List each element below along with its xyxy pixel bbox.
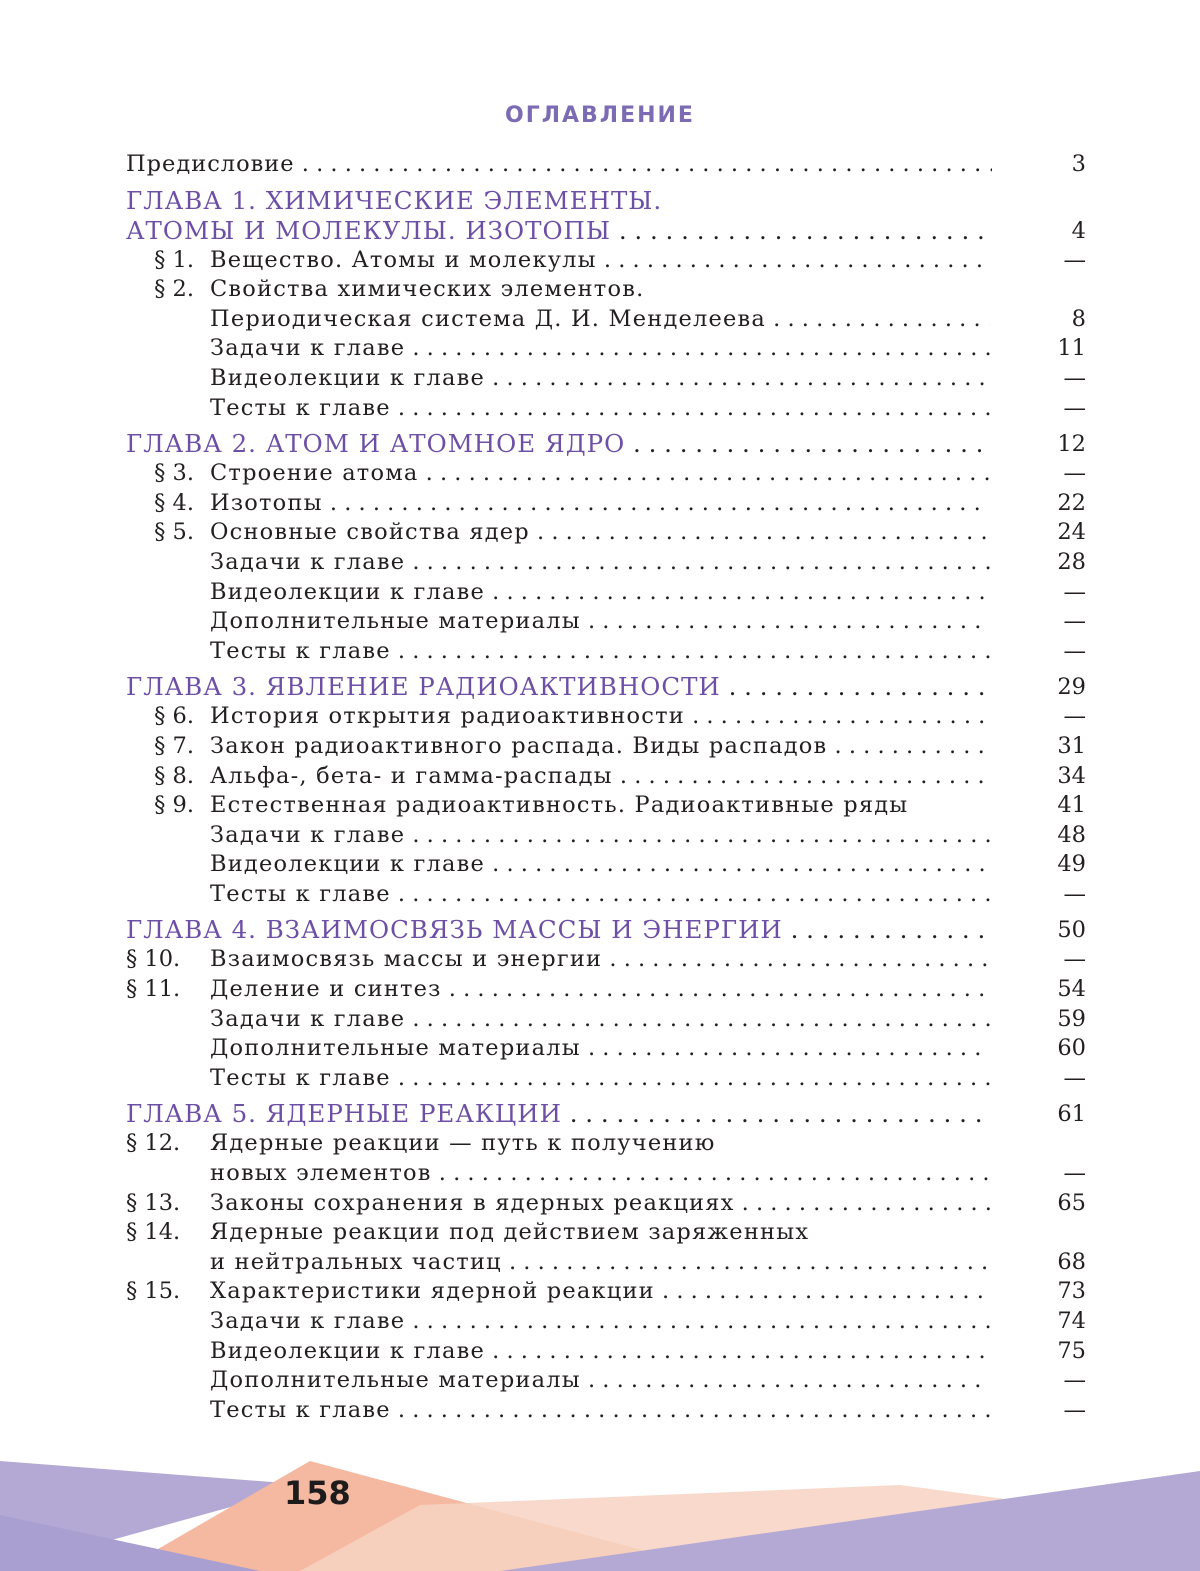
toc-entry-ch3-video[interactable] (0, 850, 1200, 880)
chapter-title: ГЛАВА 2. АТОМ И АТОМНОЕ ЯДРО . . . (126, 429, 992, 459)
toc-entry-s13[interactable] (0, 1189, 1200, 1219)
toc-entry-s6[interactable] (0, 702, 1200, 732)
toc-entry-ch3-tasks[interactable] (0, 821, 1200, 851)
entry-page: 11 (1057, 335, 1086, 362)
entry-title: Законы сохранения в ядерных реакциях . . . (210, 1189, 990, 1219)
entry-page: — (1063, 946, 1086, 973)
entry-page: 54 (1057, 976, 1086, 1003)
toc-entry-s7[interactable] (0, 732, 1200, 762)
toc-entry-s8[interactable] (0, 762, 1200, 792)
entry-page: — (1063, 578, 1086, 605)
entry-title: и нейтральных частиц . . . (210, 1248, 990, 1278)
entry-page: 49 (1057, 851, 1086, 878)
toc-entry-s5[interactable] (0, 518, 1200, 548)
entry-title: Предисловие . . . (126, 150, 992, 180)
toc-entry-ch5-tests[interactable] (0, 1396, 1200, 1426)
entry-title: Задачи к главе . . . (210, 1005, 990, 1035)
entry-title: Видеолекции к главе . . . (210, 364, 990, 394)
entry-page: 48 (1057, 821, 1086, 848)
entry-page: 74 (1057, 1308, 1086, 1334)
chapter-title: ГЛАВА 4. ВЗАИМОСВЯЗЬ МАССЫ И ЭНЕРГИИ . . . (126, 915, 992, 945)
section-number: § 2. (154, 276, 194, 303)
section-number: § 15. (126, 1278, 181, 1305)
entry-page: 60 (1057, 1035, 1086, 1062)
entry-title: Тесты к главе . . . (210, 394, 990, 424)
toc-chapter-5[interactable] (0, 1099, 1200, 1129)
entry-page: 73 (1057, 1278, 1086, 1305)
entry-title: Задачи к главе . . . (210, 821, 990, 851)
entry-page: 31 (1057, 732, 1086, 759)
entry-page: 41 (1057, 792, 1086, 819)
toc-entry-preface[interactable] (0, 150, 1200, 180)
section-number: § 11. (126, 976, 181, 1003)
chapter-title: ГЛАВА 1. ХИМИЧЕСКИЕ ЭЛЕМЕНТЫ. (126, 185, 663, 215)
toc-chapter-2[interactable] (0, 429, 1200, 459)
entry-title: Характеристики ядерной реакции . . . (210, 1277, 990, 1307)
toc-entry-s10[interactable] (0, 945, 1200, 975)
toc-entry-ch4-extra[interactable] (0, 1034, 1200, 1064)
section-number: § 7. (154, 732, 194, 759)
entry-page: 28 (1057, 548, 1086, 575)
toc-entry-ch4-tasks[interactable] (0, 1005, 1200, 1035)
entry-page: 59 (1057, 1005, 1086, 1032)
page-title: ОГЛАВЛЕНИЕ (505, 103, 695, 128)
section-number: § 12. (126, 1130, 181, 1157)
entry-page: — (1063, 1064, 1086, 1091)
toc-entry-s1[interactable] (0, 246, 1200, 276)
toc-chapter-1-cont[interactable] (0, 216, 1200, 246)
entry-title: Задачи к главе . . . (210, 548, 990, 578)
toc-chapter-3[interactable] (0, 672, 1200, 702)
entry-page: — (1063, 1160, 1086, 1187)
entry-title: Альфа-, бета- и гамма-распады . . . (210, 762, 990, 792)
toc-entry-s12-cont[interactable] (0, 1159, 1200, 1189)
table-of-contents (0, 150, 1200, 1425)
chapter-title: АТОМЫ И МОЛЕКУЛЫ. ИЗОТОПЫ . . . (126, 216, 992, 246)
page-number: 158 (284, 1474, 351, 1512)
section-number: § 8. (154, 762, 194, 789)
entry-page: 75 (1057, 1337, 1086, 1364)
toc-chapter-4[interactable] (0, 915, 1200, 945)
entry-title: Ядерные реакции под действием заряженных (210, 1219, 810, 1246)
entry-title: Задачи к главе . . . (210, 1307, 990, 1337)
entry-page: — (1063, 637, 1086, 664)
toc-entry-ch2-tests[interactable] (0, 637, 1200, 667)
entry-title: Тесты к главе . . . (210, 880, 990, 910)
entry-title: Тесты к главе . . . (210, 1064, 990, 1094)
toc-chapter-1[interactable] (0, 186, 1200, 216)
entry-title: Ядерные реакции — путь к получению (210, 1130, 716, 1157)
toc-entry-s12[interactable] (0, 1129, 1200, 1159)
entry-page: 34 (1057, 762, 1086, 789)
entry-page: 61 (1057, 1101, 1086, 1128)
entry-page: 3 (1071, 151, 1086, 177)
toc-entry-s2-cont[interactable] (0, 305, 1200, 335)
entry-page: 8 (1071, 305, 1086, 332)
toc-entry-ch1-tasks[interactable] (0, 334, 1200, 364)
toc-entry-ch2-video[interactable] (0, 578, 1200, 608)
section-number: § 5. (154, 519, 194, 546)
entry-page: — (1063, 1396, 1086, 1423)
entry-title: Дополнительные материалы . . . (210, 1034, 990, 1064)
chapter-title: ГЛАВА 3. ЯВЛЕНИЕ РАДИОАКТИВНОСТИ . . . (126, 672, 992, 702)
entry-page: — (1063, 880, 1086, 907)
entry-title: Видеолекции к главе . . . (210, 1337, 990, 1367)
entry-page: 24 (1057, 519, 1086, 546)
entry-title: Деление и синтез . . . (210, 975, 990, 1005)
toc-entry-s14[interactable] (0, 1218, 1200, 1248)
entry-page: 50 (1057, 917, 1086, 944)
entry-page: 29 (1057, 674, 1086, 701)
toc-entry-s3[interactable] (0, 459, 1200, 489)
toc-entry-ch4-tests[interactable] (0, 1064, 1200, 1094)
entry-page: 12 (1057, 431, 1086, 458)
entry-title: Естественная радиоактивность. Радиоактивные ряды (210, 792, 909, 819)
toc-entry-s2[interactable] (0, 275, 1200, 305)
section-number: § 9. (154, 792, 194, 819)
entry-page: — (1063, 703, 1086, 730)
section-number: § 4. (154, 489, 194, 516)
toc-entry-ch5-tasks[interactable] (0, 1307, 1200, 1337)
entry-title: Дополнительные материалы . . . (210, 607, 990, 637)
entry-title: Видеолекции к главе . . . (210, 850, 990, 880)
toc-entry-ch1-video[interactable] (0, 364, 1200, 394)
entry-title: новых элементов . . . (210, 1159, 990, 1189)
entry-title: Основные свойства ядер . . . (210, 518, 990, 548)
section-number: § 6. (154, 703, 194, 730)
entry-title: Видеолекции к главе . . . (210, 578, 990, 608)
entry-title: Строение атома . . . (210, 459, 990, 489)
entry-page: 65 (1057, 1189, 1086, 1216)
entry-page: — (1063, 364, 1086, 391)
entry-title: Тесты к главе . . . (210, 1396, 990, 1426)
entry-page: 22 (1057, 489, 1086, 516)
entry-page: 68 (1057, 1248, 1086, 1275)
decorative-footer-band (0, 1455, 1200, 1571)
entry-title: Периодическая система Д. И. Менделеева . . . (210, 305, 990, 335)
toc-entry-ch2-tasks[interactable] (0, 548, 1200, 578)
entry-title: Изотопы . . . (210, 489, 990, 519)
toc-entry-ch1-tests[interactable] (0, 394, 1200, 424)
toc-entry-s15[interactable] (0, 1277, 1200, 1307)
section-number: § 3. (154, 460, 194, 487)
entry-title: Взаимосвязь массы и энергии . . . (210, 945, 990, 975)
entry-page: — (1063, 246, 1086, 273)
toc-entry-s11[interactable] (0, 975, 1200, 1005)
section-number: § 13. (126, 1189, 181, 1216)
section-number: § 14. (126, 1219, 181, 1246)
entry-title: Вещество. Атомы и молекулы . . . (210, 246, 990, 276)
entry-page: 4 (1071, 217, 1086, 244)
entry-title: История открытия радиоактивности . . . (210, 702, 990, 732)
entry-page: — (1063, 1367, 1086, 1394)
chapter-title: ГЛАВА 5. ЯДЕРНЫЕ РЕАКЦИИ . . . (126, 1099, 992, 1129)
toc-entry-s4[interactable] (0, 489, 1200, 519)
toc-entry-ch5-extra[interactable] (0, 1366, 1200, 1396)
entry-title: Закон радиоактивного распада. Виды распадов . . . (210, 732, 990, 762)
entry-title: Тесты к главе . . . (210, 637, 990, 667)
entry-page: — (1063, 394, 1086, 421)
entry-title: Дополнительные материалы . . . (210, 1366, 990, 1396)
toc-entry-s14-cont[interactable] (0, 1248, 1200, 1278)
entry-title: Задачи к главе . . . (210, 334, 990, 364)
section-number: § 10. (126, 946, 181, 973)
section-number: § 1. (154, 246, 194, 273)
toc-entry-s9[interactable] (0, 791, 1200, 821)
entry-page: — (1063, 460, 1086, 487)
toc-entry-ch2-extra[interactable] (0, 607, 1200, 637)
entry-page: — (1063, 608, 1086, 635)
toc-entry-ch3-tests[interactable] (0, 880, 1200, 910)
toc-entry-ch5-video[interactable] (0, 1337, 1200, 1367)
entry-title: Свойства химических элементов. (210, 276, 645, 303)
